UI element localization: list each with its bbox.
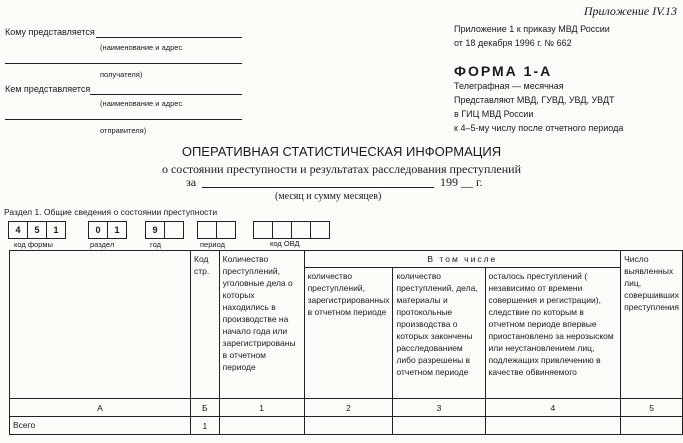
row-code: 1	[191, 417, 220, 435]
document-subtitle: о состоянии преступности и результатах расследования преступлений	[161, 162, 522, 176]
sender-line-2[interactable]	[5, 119, 242, 120]
cell-col4[interactable]	[485, 417, 621, 435]
recipient-line-2[interactable]	[5, 63, 242, 64]
header-col1: Количество преступлений, уголовные дела о которых находились в производстве на начало года или зарегистрированы в отчетном периоде	[219, 251, 304, 399]
digit	[273, 222, 292, 238]
header-col5: Число выявленных лиц, совершивших преступления	[621, 251, 683, 399]
cell-col1[interactable]	[219, 417, 304, 435]
cell-col2[interactable]	[304, 417, 393, 435]
period-code-label: период	[200, 240, 225, 249]
sender-line[interactable]	[90, 94, 242, 95]
recipient-line[interactable]	[96, 37, 242, 38]
digit: 5	[28, 222, 47, 238]
recipient-hint-2: получателя)	[100, 70, 143, 79]
form-info-4: к 4–5-му числу после отчетного периода	[454, 123, 624, 133]
col-num: 5	[621, 399, 683, 417]
period-prefix: за	[186, 175, 197, 189]
digit	[165, 222, 183, 238]
recipient-hint: (наименование и адрес	[100, 43, 183, 52]
ovd-code-label: код ОВД	[270, 239, 300, 248]
header-col3: количество преступлений, дела, материалы и протокольные производства о которых закончены расследованием либо разрешены в отчетном периоде	[393, 268, 485, 399]
digit: 9	[146, 222, 165, 238]
col-num: 4	[485, 399, 621, 417]
form-info-2: Представляют МВД, ГУВД, УВД, УВДТ	[454, 95, 615, 105]
order-ref-1: Приложение 1 к приказу МВД России	[454, 24, 610, 34]
form-title: ФОРМА 1-А	[454, 63, 553, 79]
digit	[217, 222, 235, 238]
sender-label: Кем представляется	[5, 84, 91, 94]
period-code-boxes[interactable]	[197, 221, 236, 239]
digit: 1	[53, 225, 59, 235]
digit: 0	[89, 222, 108, 238]
year-code-label: год	[150, 240, 161, 249]
digit	[292, 222, 311, 238]
crime-stats-table	[9, 250, 683, 435]
year-code-boxes[interactable]	[145, 221, 184, 239]
order-ref-2: от 18 декабря 1996 г. № 662	[454, 38, 572, 48]
period-input[interactable]	[202, 187, 434, 188]
column-number-row	[10, 399, 683, 417]
header-code: Код стр.	[191, 251, 220, 399]
row-label: Всего	[10, 417, 191, 435]
cell-col3[interactable]	[393, 417, 485, 435]
digit: 4	[9, 222, 28, 238]
col-num: 1	[219, 399, 304, 417]
digit: 1	[114, 225, 120, 235]
period-hint: (месяц и сумму месяцев)	[275, 191, 382, 202]
ovd-code-boxes[interactable]	[253, 221, 330, 239]
sender-hint: (наименование и адрес	[100, 99, 183, 108]
header-group: В том числе	[304, 251, 621, 268]
digit	[254, 222, 273, 238]
section-code-boxes[interactable]	[88, 221, 127, 239]
header-a	[10, 251, 191, 399]
form-info-3: в ГИЦ МВД России	[454, 109, 534, 119]
table-row	[10, 417, 683, 435]
form-info-1: Телеграфная — месячная	[454, 81, 564, 91]
cell-col5[interactable]	[621, 417, 683, 435]
section-code-label: раздел	[90, 240, 115, 249]
appendix-label: Приложение IV.13	[583, 4, 677, 18]
col-num: А	[10, 399, 191, 417]
header-col2: количество преступлений, зарегистрированных в отчетном периоде	[304, 268, 393, 399]
col-num: 2	[304, 399, 393, 417]
recipient-label: Кому представляется	[5, 27, 95, 37]
period-year: 199 __ г.	[440, 175, 483, 189]
col-num: 3	[393, 399, 485, 417]
section-title: Раздел 1. Общие сведения о состоянии преступности	[4, 207, 218, 217]
header-col4: осталось преступлений ( независимо от времени совершения и регистрации), следствие по которым в отчетном периоде впервые приостановлено за нерозыском или неустановлением лиц, подлежащих привлечению в качестве обвиняемого	[485, 268, 621, 399]
sender-hint-2: отправителя)	[100, 126, 147, 135]
digit	[198, 222, 217, 238]
col-num: Б	[191, 399, 220, 417]
document-title: ОПЕРАТИВНАЯ СТАТИСТИЧЕСКАЯ ИНФОРМАЦИЯ	[181, 144, 502, 159]
digit	[311, 222, 329, 238]
form-code-boxes[interactable]	[8, 221, 66, 239]
form-code-label: код формы	[14, 240, 53, 249]
